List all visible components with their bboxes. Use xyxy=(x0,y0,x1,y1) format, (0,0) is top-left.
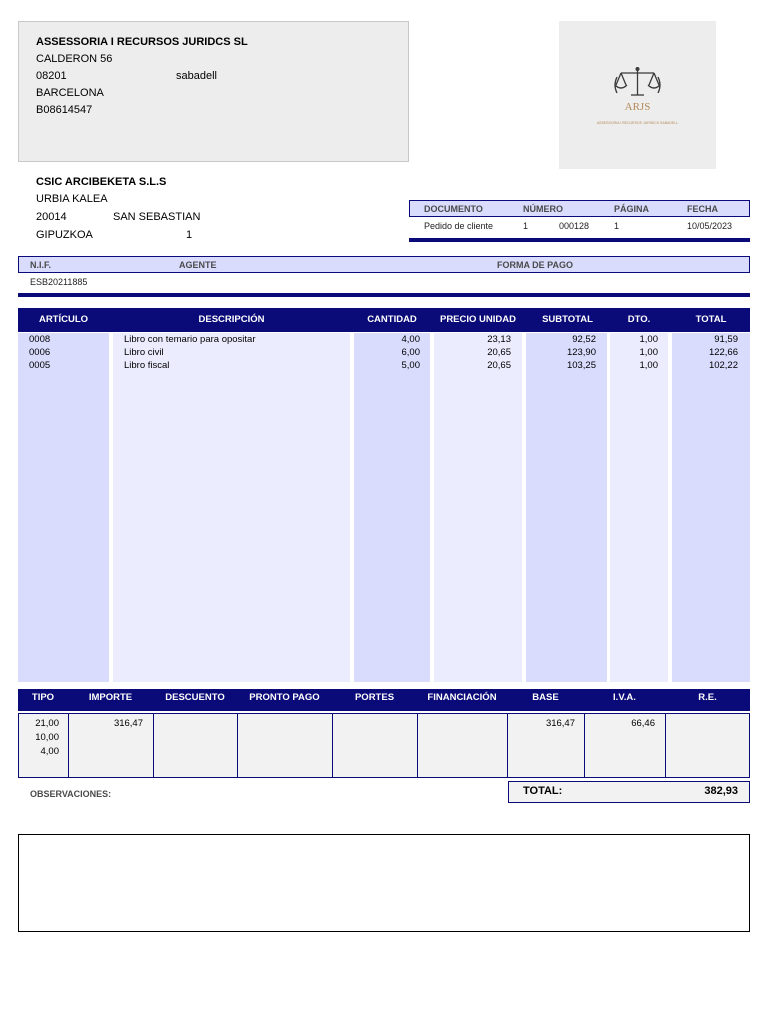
table-row xyxy=(0,346,768,359)
item-qty: 4,00 xyxy=(401,334,420,345)
tax-col-portes xyxy=(332,713,418,778)
issuer-name: ASSESSORIA I RECURSOS JURIDCS SL xyxy=(36,36,248,48)
issuer-box xyxy=(18,21,409,162)
tax-col-iva xyxy=(584,713,666,778)
item-total: 91,59 xyxy=(714,334,738,345)
item-description: Libro civil xyxy=(124,347,164,358)
item-discount: 1,00 xyxy=(639,334,658,345)
tax-type-3: 4,00 xyxy=(40,746,59,757)
client-postal-code: 20014 xyxy=(36,211,67,223)
item-discount: 1,00 xyxy=(639,347,658,358)
client-city: SAN SEBASTIAN xyxy=(113,211,201,223)
tax-header-re: R.E. xyxy=(698,692,717,703)
company-logo xyxy=(559,21,716,169)
tax-col-importe xyxy=(68,713,154,778)
items-col-total xyxy=(672,333,750,682)
item-qty: 5,00 xyxy=(401,360,420,371)
item-discount: 1,00 xyxy=(639,360,658,371)
tax-col-base xyxy=(507,713,585,778)
tax-type-1: 21,00 xyxy=(35,718,59,729)
tax-header-importe: IMPORTE xyxy=(88,692,133,703)
client-name: CSIC ARCIBEKETA S.L.S xyxy=(36,176,167,188)
tax-col-descuento xyxy=(153,713,238,778)
doc-series: 1 xyxy=(523,221,529,231)
table-row xyxy=(0,333,768,346)
items-col-descripcion xyxy=(113,333,350,682)
payment-header-nif: N.I.F. xyxy=(30,260,52,270)
observations-label: OBSERVACIONES: xyxy=(30,789,112,799)
total-label: TOTAL: xyxy=(523,785,563,797)
payment-header-agente: AGENTE xyxy=(179,260,217,270)
items-header-total: TOTAL xyxy=(695,314,727,325)
item-code: 0005 xyxy=(29,360,51,371)
doc-info-divider xyxy=(409,238,750,242)
issuer-tax-id: B08614547 xyxy=(36,104,93,116)
items-header-cantidad: CANTIDAD xyxy=(367,314,417,325)
items-col-cantidad xyxy=(354,333,430,682)
items-col-articulo xyxy=(18,333,109,682)
items-col-dto xyxy=(610,333,668,682)
items-col-subtotal xyxy=(526,333,607,682)
tax-col-tipo xyxy=(18,713,69,778)
item-subtotal: 92,52 xyxy=(572,334,596,345)
item-description: Libro con temario para opositar xyxy=(124,334,256,345)
tax-header-iva: I.V.A. xyxy=(613,692,636,703)
item-unit-price: 20,65 xyxy=(487,360,511,371)
items-table-header xyxy=(18,308,750,332)
doc-header-pagina: PÁGINA xyxy=(614,204,650,214)
doc-number: 000128 xyxy=(559,221,590,231)
payment-header-forma-pago: FORMA DE PAGO xyxy=(497,260,573,270)
items-header-subtotal: SUBTOTAL xyxy=(542,314,593,325)
client-province: GIPUZKOA xyxy=(36,229,93,241)
total-value: 382,93 xyxy=(704,785,738,797)
tax-col-financiacion xyxy=(417,713,508,778)
issuer-province: BARCELONA xyxy=(36,87,104,99)
item-total: 102,22 xyxy=(708,360,738,371)
tax-col-re xyxy=(665,713,750,778)
item-subtotal: 123,90 xyxy=(566,347,596,358)
client-nif: ESB20211885 xyxy=(30,277,88,287)
items-header-articulo: ARTÍCULO xyxy=(38,314,89,325)
item-code: 0006 xyxy=(29,347,51,358)
item-unit-price: 23,13 xyxy=(487,334,511,345)
item-code: 0008 xyxy=(29,334,51,345)
issuer-address: CALDERON 56 xyxy=(36,53,113,65)
items-header-dto: DTO. xyxy=(627,314,651,325)
observations-box[interactable] xyxy=(18,834,750,932)
item-subtotal: 103,25 xyxy=(566,360,596,371)
item-description: Libro fiscal xyxy=(124,360,170,371)
tax-base: 316,47 xyxy=(545,718,575,729)
doc-header-documento: DOCUMENTO xyxy=(424,204,483,214)
items-header-descripcion: DESCRIPCIÓN xyxy=(198,314,265,325)
items-header-precio-unidad: PRECIO UNIDAD xyxy=(439,314,516,325)
doc-header-numero: NÚMERO xyxy=(523,204,563,214)
tax-iva: 66,46 xyxy=(631,718,655,729)
doc-type: Pedido de cliente xyxy=(424,221,494,231)
items-rows xyxy=(0,333,768,375)
tax-header-financiacion: FINANCIACIÓN xyxy=(427,692,497,703)
item-total: 122,66 xyxy=(708,347,738,358)
items-col-precio xyxy=(434,333,522,682)
doc-date: 10/05/2023 xyxy=(687,221,733,231)
logo-text: ARJS xyxy=(624,101,651,113)
tax-header-pronto-pago: PRONTO PAGO xyxy=(249,692,320,703)
client-address: URBIA KALEA xyxy=(36,193,108,205)
doc-header-fecha: FECHA xyxy=(687,204,718,214)
tax-type-2: 10,00 xyxy=(35,732,59,743)
tax-table-header xyxy=(18,689,750,711)
tax-header-tipo: TIPO xyxy=(31,692,55,703)
issuer-city: sabadell xyxy=(176,70,217,82)
table-row xyxy=(0,359,768,372)
tax-importe: 316,47 xyxy=(113,718,143,729)
client-extra: 1 xyxy=(186,229,193,241)
tax-header-descuento: DESCUENTO xyxy=(165,692,225,703)
payment-divider xyxy=(18,293,750,297)
logo-tagline: ASSESSORIA I RECURSOS JURIDICS SABADELL xyxy=(596,121,679,125)
item-qty: 6,00 xyxy=(401,347,420,358)
issuer-postal-code: 08201 xyxy=(36,70,67,82)
tax-header-base: BASE xyxy=(532,692,559,703)
scales-of-justice-icon xyxy=(559,21,716,169)
tax-header-portes: PORTES xyxy=(354,692,395,703)
item-unit-price: 20,65 xyxy=(487,347,511,358)
document-info-header xyxy=(409,200,750,217)
total-box xyxy=(508,781,750,803)
tax-col-pronto-pago xyxy=(237,713,333,778)
doc-page: 1 xyxy=(614,221,620,231)
payment-info-header xyxy=(18,256,750,273)
